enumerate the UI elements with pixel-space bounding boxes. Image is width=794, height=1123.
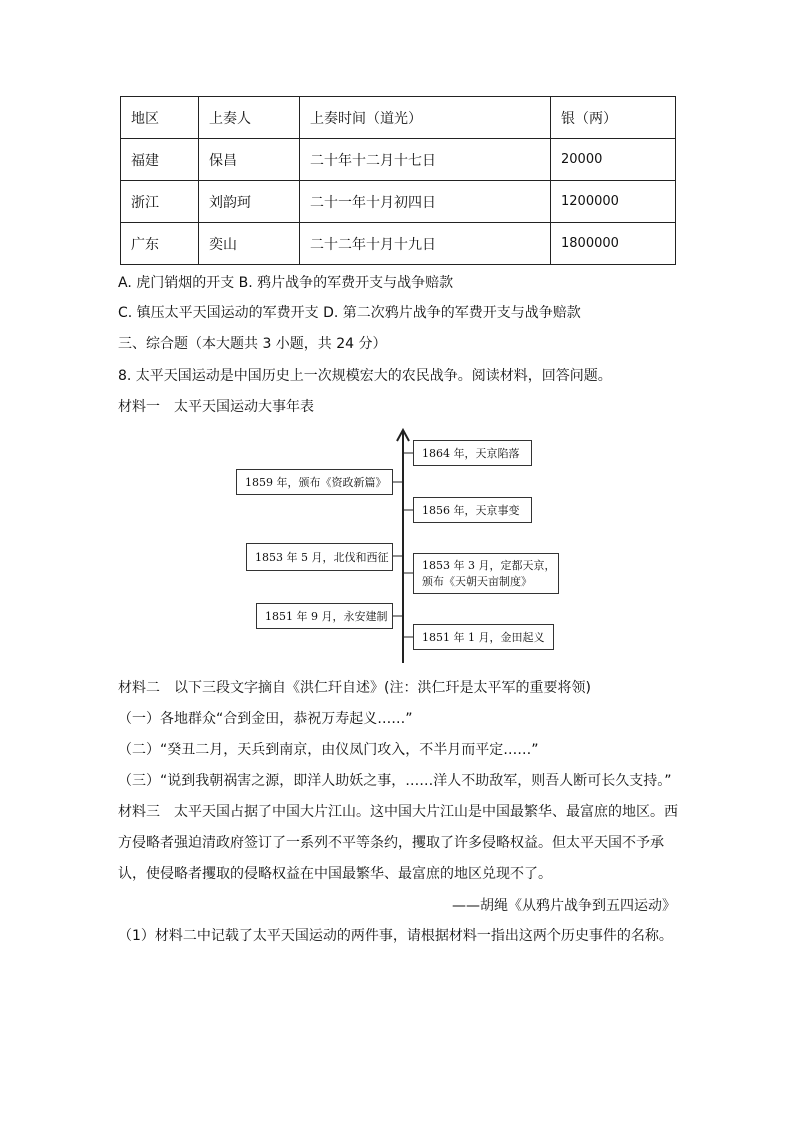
timeline-event-line: 颁布《天朝天亩制度》 (422, 575, 532, 588)
table-row (121, 223, 676, 265)
timeline-event-1851-09: 1851 年 9 月，永安建制 (256, 603, 393, 629)
table-header-cell: 上奏时间（道光） (300, 97, 551, 139)
material-2-title: 材料二 以下三段文字摘自《洪仁玕自述》(注：洪仁玕是太平军的重要将领) (118, 680, 591, 696)
table-cell: 1800000 (551, 223, 676, 265)
table-cell: 福建 (121, 139, 199, 181)
material-3-text: 材料三 太平天国占据了中国大片江山。这中国大片江山是中国最繁华、最富庶的地区。西方侵略者强迫清政府签订了一系列不平等条约，攫取了许多侵略权益。但太平天国不予承认，使侵略者攫取的侵略权益在中国最繁华、最富庶的地区兑现不了。 (118, 804, 678, 882)
table-cell: 广东 (121, 223, 199, 265)
material-2-item-3: （三）“说到我朝祸害之源，即洋人助妖之事，……洋人不助敌军，则吾人断可长久支持。” (118, 773, 672, 789)
question-8: 8. 太平天国运动是中国历史上一次规模宏大的农民战争。阅读材料，回答问题。 (118, 368, 612, 384)
material-3-source: ——胡绳《从鸦片战争到五四运动》 (452, 898, 676, 914)
table-row (121, 181, 676, 223)
timeline-event-1856: 1856 年，天京事变 (413, 497, 532, 523)
timeline-event-1859: 1859 年，颁布《资政新篇》 (236, 469, 393, 495)
material-2-item-1: （一）各地群众“合到金田，恭祝万寿起义……” (118, 711, 413, 727)
table-cell: 1200000 (551, 181, 676, 223)
timeline-event-1864: 1864 年，天京陷落 (413, 440, 532, 466)
timeline-event-line: 1853 年 3 月，定都天京， (422, 559, 556, 572)
material-1-title: 材料一 太平天国运动大事年表 (118, 399, 314, 415)
table-cell: 20000 (551, 139, 676, 181)
table-cell: 二十二年十月十九日 (300, 223, 551, 265)
timeline-event-1851-01: 1851 年 1 月，金田起义 (413, 624, 554, 650)
table-cell: 二十一年十月初四日 (300, 181, 551, 223)
table-cell: 浙江 (121, 181, 199, 223)
table-cell: 刘韵珂 (199, 181, 300, 223)
question-1: （1）材料二中记载了太平天国运动的两件事，请根据材料一指出这两个历史事件的名称。 (118, 928, 673, 944)
timeline-event-1853-03 (413, 553, 559, 594)
table-header-cell: 地区 (121, 97, 199, 139)
table-cell: 保昌 (199, 139, 300, 181)
table-row (121, 139, 676, 181)
table-header-cell: 上奏人 (199, 97, 300, 139)
material-2-item-2: （二）“癸丑二月，天兵到南京，由仪凤门攻入，不半月而平定……” (118, 742, 539, 758)
option-cd: C. 镇压太平天国运动的军费开支 D. 第二次鸦片战争的军费开支与战争赔款 (118, 305, 581, 321)
silver-table (120, 96, 676, 265)
table-header-row (121, 97, 676, 139)
table-cell: 二十年十二月十七日 (300, 139, 551, 181)
table-header-cell: 银（两） (551, 97, 676, 139)
timeline-event-1853-05: 1853 年 5 月，北伐和西征 (246, 543, 393, 571)
section-title: 三、综合题（本大题共 3 小题，共 24 分） (118, 336, 387, 352)
option-ab: A. 虎门销烟的开支 B. 鸦片战争的军费开支与战争赔款 (118, 275, 454, 291)
table-cell: 奕山 (199, 223, 300, 265)
